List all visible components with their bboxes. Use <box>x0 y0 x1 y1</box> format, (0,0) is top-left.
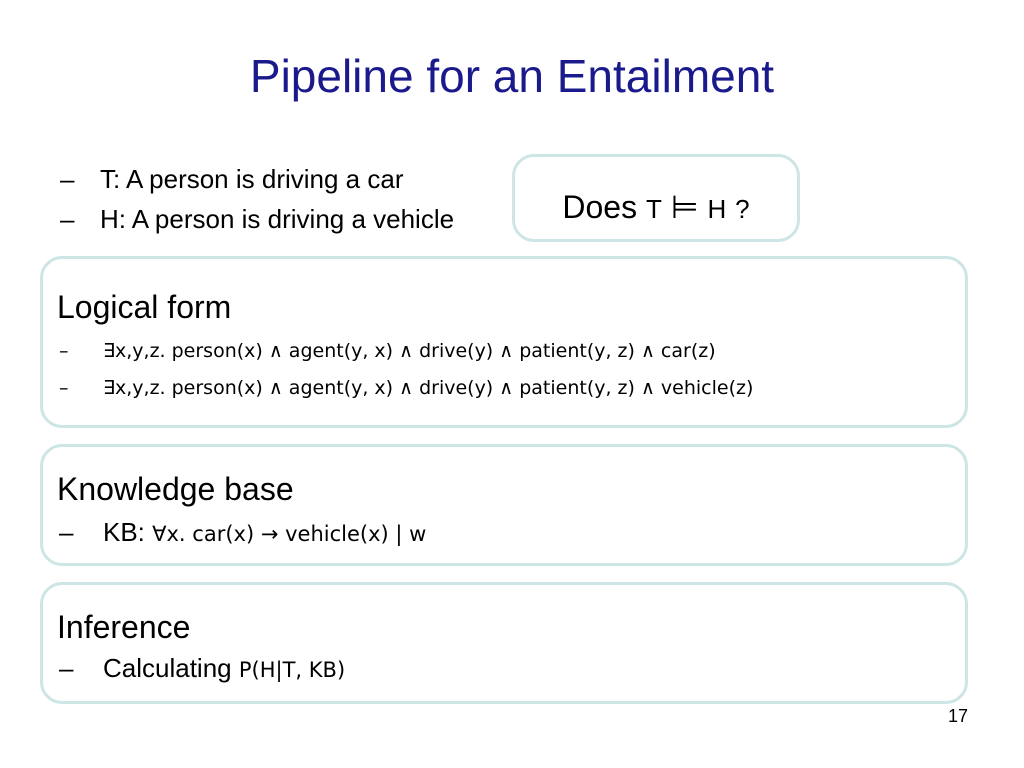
logical-form-box <box>40 256 968 428</box>
knowledge-base-box <box>40 444 968 566</box>
kb-label: KB: <box>103 517 153 547</box>
bullet-dash: – <box>59 653 74 683</box>
premise-t-text: T: A person is driving a car <box>100 164 404 194</box>
bullet-dash: – <box>59 377 69 399</box>
logical-form-h-text: ∃x,y,z. person(x) ∧ agent(y, x) ∧ drive(y) ∧ patient(y, z) ∧ vehicle(z) <box>103 377 754 399</box>
t-symbol: T <box>645 194 662 224</box>
bullet-dash: – <box>60 204 75 234</box>
does-prefix: Does <box>562 189 638 225</box>
premise-h <box>60 204 454 234</box>
inference-calc <box>59 653 345 685</box>
bullet-dash: – <box>60 164 75 194</box>
entailment-question-box <box>512 154 800 242</box>
bullet-dash: – <box>59 340 69 362</box>
entails-symbol: ⊨ <box>670 189 699 225</box>
logical-form-t-text: ∃x,y,z. person(x) ∧ agent(y, x) ∧ drive(y) ∧ patient(y, z) ∧ car(z) <box>103 340 716 362</box>
inference-box <box>40 582 968 704</box>
entailment-question <box>515 187 797 229</box>
knowledge-base-heading: Knowledge base <box>57 471 294 507</box>
inference-heading: Inference <box>57 609 191 645</box>
premise-t <box>60 164 403 194</box>
logical-form-t <box>59 339 716 363</box>
inference-label: Calculating <box>103 653 239 683</box>
kb-rule <box>59 517 426 549</box>
bullet-dash: – <box>59 517 74 547</box>
logical-form-heading: Logical form <box>57 289 232 325</box>
page-number: 17 <box>947 706 968 726</box>
h-symbol: H <box>707 194 727 224</box>
logical-form-h <box>59 376 753 400</box>
slide-title: Pipeline for an Entailment <box>249 50 775 102</box>
kb-formula: ∀x. car(x) → vehicle(x) | w <box>152 522 427 546</box>
question-mark: ? <box>735 194 750 224</box>
inference-formula: P(H|T, KB) <box>238 658 346 682</box>
premise-h-text: H: A person is driving a vehicle <box>100 204 455 234</box>
